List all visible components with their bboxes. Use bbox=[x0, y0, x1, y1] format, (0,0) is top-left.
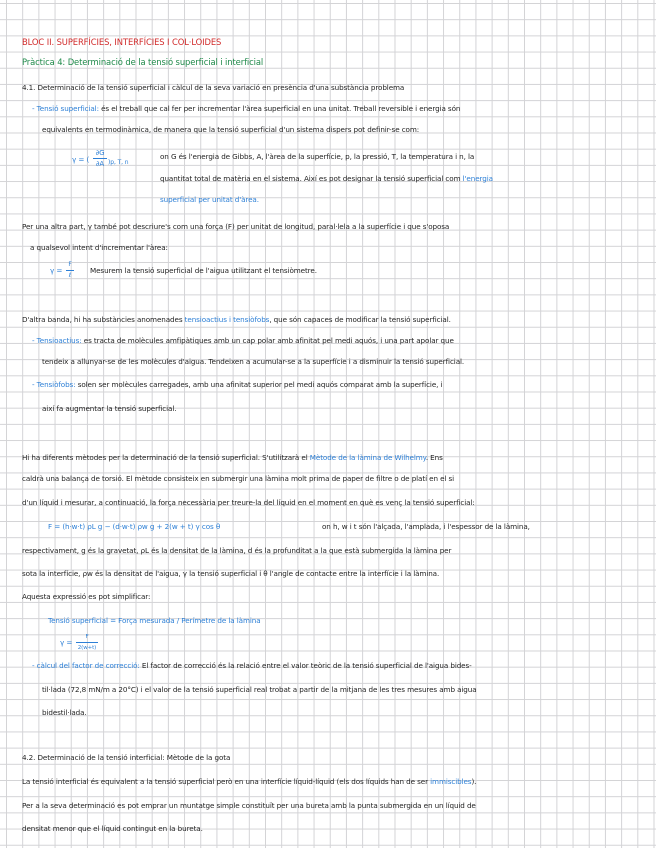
paragraph-line bbox=[22, 453, 443, 463]
definition-text: és el treball que cal fer per incrementar l'àrea superficial en una unitat. Treball reversible i energia són bbox=[101, 104, 461, 113]
paragraph-text: . Ens bbox=[425, 453, 443, 462]
definition-text: El factor de correcció és la relació entre el valor teòric de la tensió superficial de l'aigua bides- bbox=[141, 661, 472, 670]
paragraph-line: sota la interfície, ρw és la densitat de l'aigua, γ la tensió superficial i θ l'angle de contacte entre la interfície i la làmina. bbox=[22, 569, 440, 578]
term-label: - Tensió superficial: bbox=[32, 104, 99, 113]
highlight-term: immiscibles bbox=[430, 777, 472, 786]
highlight-term: Mètode de la làmina de Wilhelmy bbox=[309, 453, 426, 462]
definition-text: equivalents en termodinàmica, de manera que la tensió superficial d'un sistema dispers pot definir-se com: bbox=[42, 125, 420, 134]
term-label: - càlcul del factor de correcció: bbox=[32, 661, 140, 670]
definition-text: bidestil·lada. bbox=[42, 708, 87, 717]
paragraph-line: d'un líquid i mesurar, a continuació, la força necessària per treure-la del líquid en el moment en què es venç la tensió superficial: bbox=[22, 498, 475, 507]
definition-text: així fa augmentar la tensió superficial. bbox=[42, 404, 177, 413]
paragraph-line: Per a la seva determinació es pot emprar un muntatge simple constituït per una bureta amb la punta submergida en un líquid de bbox=[22, 801, 476, 810]
fraction-bar bbox=[76, 642, 98, 643]
wilhelmy-formula: F = (h·w·t) ρL g − (d·w·t) ρw g + 2(w + t) γ cos θ bbox=[48, 522, 221, 531]
definition-text: tendeix a allunyar-se de les molècules d'aigua. Tendeixen a acumular-se a la superfície i a disminuir la tensió superficial. bbox=[42, 357, 465, 366]
paragraph-line: Per una altra part, γ també pot descriure's com una força (F) per unitat de longitud, paral·lela a la superfície i que s'oposa bbox=[22, 222, 450, 231]
fraction bbox=[66, 261, 74, 280]
paragraph-line: densitat menor que el líquid contingut en la bureta. bbox=[22, 824, 203, 833]
formula-subscript: )p, T, n bbox=[108, 159, 129, 166]
paragraph-line: a qualsevol intent d'incrementar l'àrea: bbox=[30, 243, 168, 252]
fraction-bar bbox=[66, 270, 74, 271]
paragraph-text: ). bbox=[471, 777, 477, 786]
formula-symbol: γ = bbox=[50, 266, 63, 275]
definition-line bbox=[32, 104, 460, 114]
paragraph-text: La tensió interficial és equivalent a la tensió superficial però en una interfície líquid-líquid (els dos líquids han de ser bbox=[22, 777, 431, 786]
fraction-bar bbox=[93, 158, 107, 159]
definition-line bbox=[32, 380, 442, 390]
numerator: F bbox=[85, 634, 89, 640]
paragraph-line: Aquesta expressió es pot simplificar: bbox=[22, 592, 151, 601]
highlight-term: tensioactius i tensiòfobs bbox=[184, 315, 270, 324]
highlight-term: l'energia bbox=[462, 174, 493, 183]
definition-text: til·lada (72,8 mN/m a 20°C) i el valor de la tensió superficial real trobat a partir de la mitjana de les tres mesures amb aigua bbox=[42, 685, 477, 694]
fraction bbox=[93, 149, 107, 168]
denominator: ∂A bbox=[95, 160, 105, 168]
term-label: - Tensioactius: bbox=[32, 336, 82, 345]
definition-text: solen ser molècules carregades, amb una afinitat superior pel medi aquós comparat amb la superfície, i bbox=[77, 380, 443, 389]
formula-symbol: γ = bbox=[60, 638, 73, 647]
definition-text: es tracta de molècules amfipàtiques amb un cap polar amb afinitat pel medi aquós, i una part apolar que bbox=[83, 336, 454, 345]
formula-explanation bbox=[160, 174, 493, 184]
numerator: F bbox=[68, 261, 72, 268]
denominator: 2(w+t) bbox=[77, 645, 97, 651]
definition-line bbox=[32, 336, 454, 346]
section-heading: 4.1. Determinació de la tensió superficial i càlcul de la seva variació en presència d'una substància problema bbox=[22, 83, 405, 92]
paragraph-line bbox=[22, 315, 451, 325]
fraction bbox=[76, 633, 98, 652]
section-heading: 4.2. Determinació de la tensió interficial: Mètode de la gota bbox=[22, 753, 231, 762]
paragraph-line: respectivament, g és la gravetat, ρL és la densitat de la làmina, d és la profunditat a la que està submergida la làmina per bbox=[22, 546, 452, 555]
denominator: ℓ bbox=[68, 272, 72, 279]
paragraph-line bbox=[22, 777, 476, 787]
term-label: - Tensiòfobs: bbox=[32, 380, 76, 389]
formula-symbol: γ = ( bbox=[72, 155, 90, 164]
paragraph-line: on h, w i t són l'alçada, l'amplada, i l'espessor de la làmina, bbox=[322, 522, 530, 531]
simplified-formula: Tensió superficial = Força mesurada / Perímetre de la làmina bbox=[48, 616, 261, 625]
numerator: ∂G bbox=[95, 149, 105, 157]
formula-explanation: on G és l'energia de Gibbs, A, l'àrea de la superfície, p, la pressió, T, la temperatura i n, la bbox=[160, 152, 475, 161]
practice-title: Pràctica 4: Determinació de la tensió superficial i interficial bbox=[22, 57, 264, 67]
paragraph-text: , que són capaces de modificar la tensió superficial. bbox=[269, 315, 451, 324]
formula-explanation-text: quantitat total de matèria en el sistema. Així es pot designar la tensió superficial com bbox=[160, 174, 463, 183]
definition-line bbox=[32, 661, 472, 671]
paragraph-line: caldrà una balança de torsió. El mètode consisteix en submergir una làmina molt prima de paper de filtre o de platí en el si bbox=[22, 474, 455, 483]
highlight-term: superficial per unitat d'àrea. bbox=[160, 195, 259, 204]
paragraph-text: Hi ha diferents mètodes per la determinació de la tensió superficial. S'utilitzarà el bbox=[22, 453, 310, 462]
paragraph-line: Mesurem la tensió superficial de l'aigua utilitzant el tensiòmetre. bbox=[90, 266, 317, 275]
paragraph-text: D'altra banda, hi ha substàncies anomenades bbox=[22, 315, 185, 324]
block-title: BLOC II. SUPERFÍCIES, INTERFÍCIES I COL·LOIDES bbox=[22, 37, 222, 47]
